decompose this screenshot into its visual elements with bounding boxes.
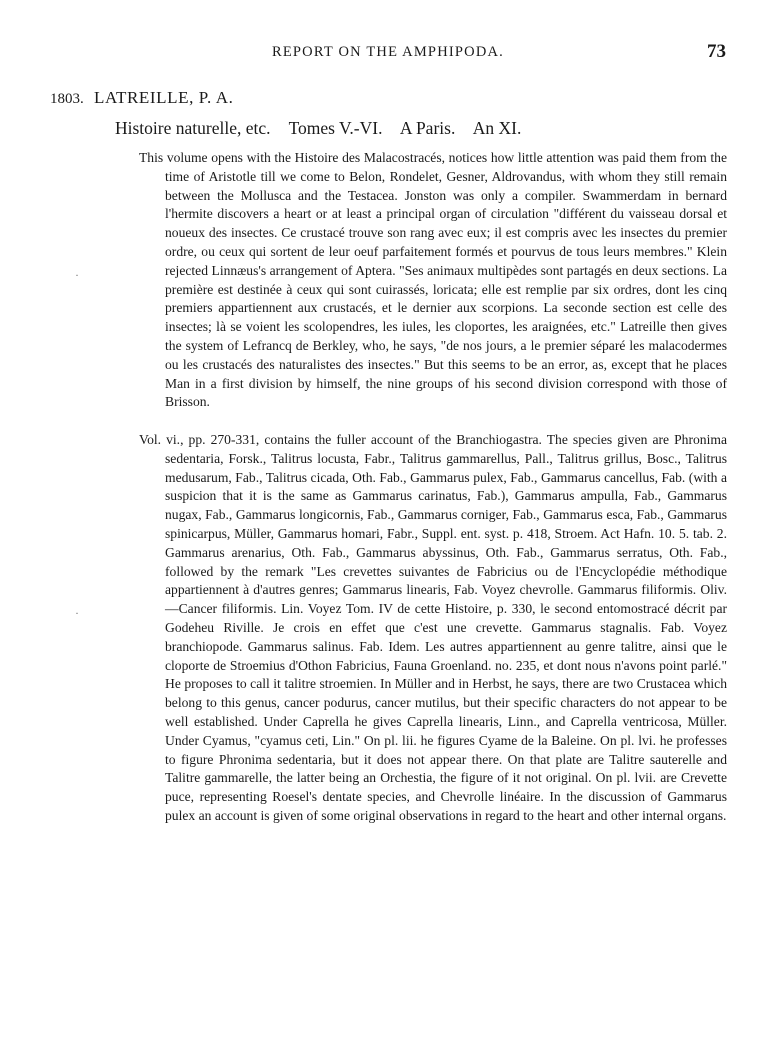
entry-year: 1803. <box>50 91 84 107</box>
work-title-date: An XI. <box>472 118 522 138</box>
work-title-main: Histoire naturelle, etc. <box>115 118 271 138</box>
body-paragraph-1 <box>139 149 727 412</box>
running-head <box>0 41 776 68</box>
paragraph-text: Vol. vi., pp. 270-331, contains the fuller account of the Branchiogastra. The species given are Phronima sedentaria, Forsk., Talitrus locusta, Fabr., Talitrus gammarellus, Pall., Talitrus grillus, Bosc., Talitrus medusarum, Fab., Talitrus cicada, Oth. Fab., Gammarus pulex, Fab., Gammarus cancellus, Fab. (with a suspicion that it is the same as Gammarus carinatus, Fab.), Gammarus ampulla, Fab., Gammarus nugax, Fab., Gammarus longicornis, Fab., Gammarus corniger, Fab., Gammarus esca, Fab., Gammarus spinicarpus, Müller, Gammarus homari, Fabr., Suppl. ent. syst. p. 418, Stroem. Act Hafn. 10. 5. tab. 2. Gammarus arenarius, Oth. Fab., Gammarus abyssinus, Oth. Fab., Gammarus serratus, Oth. Fab., followed by the remark "Les crevettes suivantes de Fabricius ou de l'Encyclopédie méthodique appartiennent à d'autres genres; Gammarus linearis, Fab. Voyez chevrolle. Gammarus filiformis. Oliv.—Cancer filiformis. Lin. Voyez Tom. IV de cette Histoire, p. 330, le second entomostracé décrit par Godeheu Riville. Je crois en effet que c'est une crevette. Gammarus stagnalis. Fab. Voyez branchiopode. Gammarus salinus. Fab. Idem. Les autres appartiennent au genre talitre, ainsi que le cloporte de Stroemius d'Othon Fabricius, Fauna Groenland. no. 235, et dont nous n'avons point parlé." He proposes to call it talitre stroemien. In Müller and in Herbst, he says, there are two Crustacea which belong to this genus, cancer podurus, cancer mutilus, but their specific characters do not appear to be well established. Under Caprella he gives Caprella linearis, Linn., and Caprella ventricosa, Müller. Under Cyamus, "cyamus ceti, Lin." On pl. lii. he figures Cyame de la Baleine. On pl. lvi. he professes to figure Phronima sedentaria, but it does not appear there. On that plate are Talitre sauterelle and Talitre gammarelle, the latter being an Orchestia, the figure of it not original. On pl. lvii. are Crevette puce, representing Roesel's dentate species, and Chevrolle linéaire. In the discussion of Gammarus pulex an account is given of some original observations in regard to the heart and other internal organs. <box>139 432 727 823</box>
work-title-place: A Paris. <box>399 118 456 138</box>
body-paragraph-2 <box>139 431 727 826</box>
margin-mark: · <box>75 606 79 620</box>
margin-mark: · <box>75 268 79 282</box>
paragraph-text: This volume opens with the Histoire des Malacostracés, notices how little attention was paid them from the time of Aristotle till we come to Belon, Rondelet, Gesner, Aldrovandus, with whom they still remain between the Mollusca and the Testacea. Jonston was only a compiler. Swammerdam in bernard l'hermite discovers a heart or at least a principal organ of circulation "différent du vaisseau dorsal et noueux des insectes. Ce crustacé trouve son rang avec eux; il est compris avec les insectes du premier ordre, ou ceux qui sortent de leur oeuf parfaitement formés et pourvus de tous leurs membres." Klein rejected Linnæus's arrangement of Aptera. "Ses animaux multipèdes sont partagés en deux sections. La première est destinée à ceux qui sont cuirassés, loricata; elle est remplie par six ordres, dont les cinq premiers appartiennent aux crustacés, et le dernier aux scorpions. La seconde section est celle des insectes; là se voient les scolopendres, les iules, les cloportes, les araignées, etc." Latreille then gives the system of Lefrancq de Berkley, who, he says, "de nos jours, a le premier séparé les malacodermes ou les crustacés des naturalistes des insectes." But this seems to be an error, as, except that he places Man in a first division by himself, the nine groups of his second division correspond with those of Brisson. <box>139 150 727 410</box>
work-title-volumes: Tomes V.-VI. <box>288 118 383 138</box>
page-number: 73 <box>707 41 726 62</box>
entry-author: LATREILLE, P. A. <box>94 88 234 107</box>
running-title: REPORT ON THE AMPHIPODA. <box>271 44 505 60</box>
entry-heading <box>50 88 233 108</box>
work-title <box>115 118 535 139</box>
